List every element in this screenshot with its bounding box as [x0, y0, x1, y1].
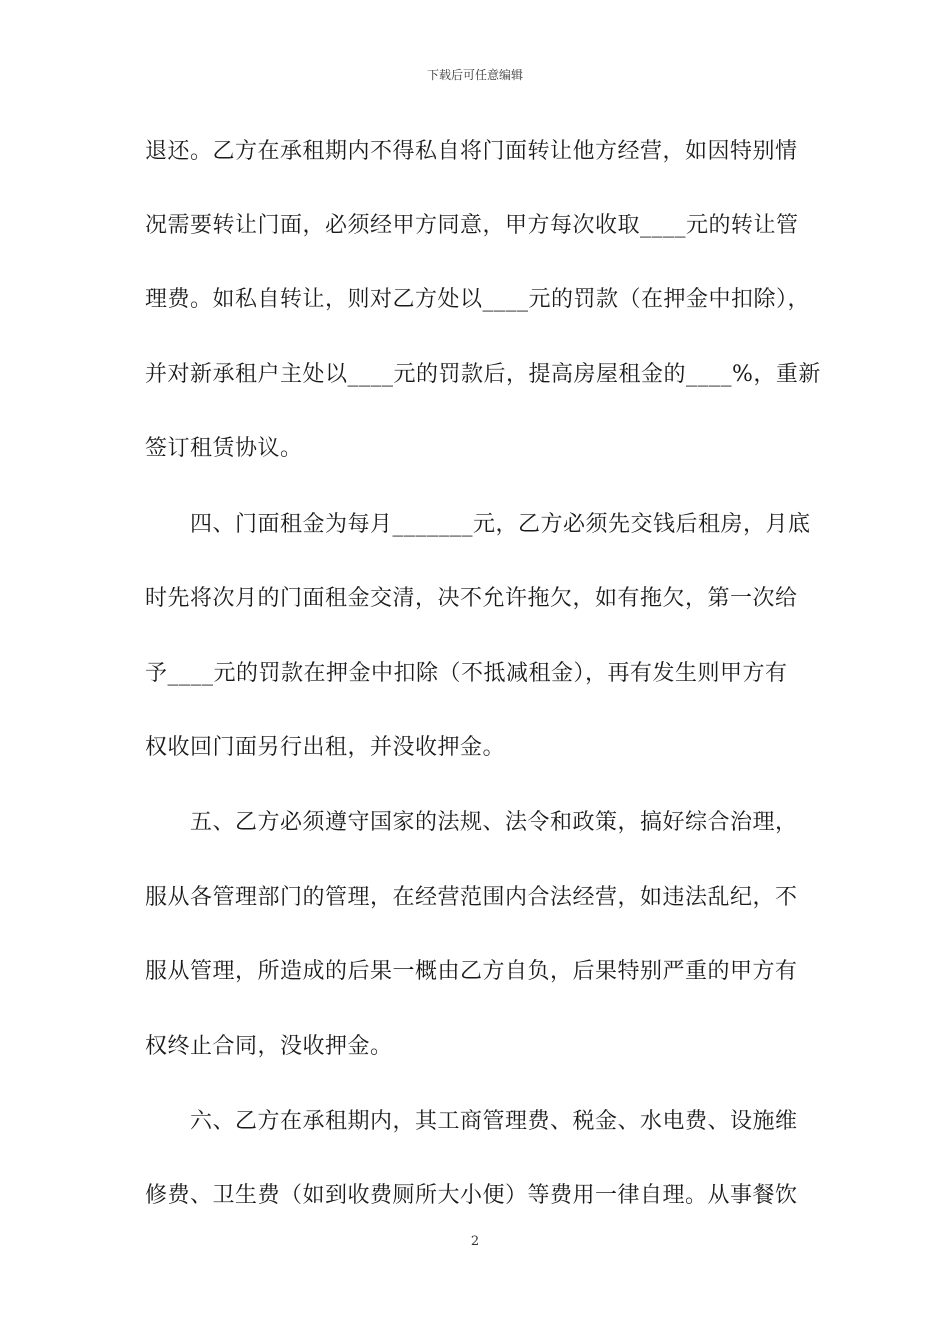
body-line: 服从各管理部门的管理，在经营范围内合法经营，如违法乱纪，不 — [145, 885, 798, 910]
body-line: 况需要转让门面，必须经甲方同意，甲方每次收取____元的转让管 — [145, 213, 799, 238]
body-line: 权收回门面另行出租，并没收押金。 — [145, 735, 506, 760]
body-line: 修费、卫生费（如到收费厕所大小便）等费用一律自理。从事餐饮 — [145, 1183, 798, 1208]
header-note: 下载后可任意编辑 — [426, 68, 523, 82]
paragraph-six-start: 六、乙方在承租期内，其工商管理费、税金、水电费、设施维 — [190, 1109, 798, 1134]
body-line: 并对新承租户主处以____元的罚款后，提高房屋租金的____%，重新 — [145, 362, 821, 387]
page-number: 2 — [470, 1234, 480, 1249]
paragraph-four-start: 四、门面租金为每月_______元，乙方必须先交钱后租房，月底 — [190, 512, 811, 537]
body-line: 签订租赁协议。 — [145, 436, 303, 461]
body-line: 时先将次月的门面租金交清，决不允许拖欠，如有拖欠，第一次给 — [145, 586, 798, 611]
body-line: 服从管理，所造成的后果一概由乙方自负，后果特别严重的甲方有 — [145, 959, 798, 984]
body-line: 理费。如私自转让，则对乙方处以____元的罚款（在押金中扣除）， — [145, 287, 811, 312]
body-line: 予____元的罚款在押金中扣除（不抵减租金），再有发生则甲方有 — [145, 661, 788, 686]
paragraph-five-start: 五、乙方必须遵守国家的法规、法令和政策，搞好综合治理， — [190, 810, 798, 835]
body-line: 权终止合同，没收押金。 — [145, 1034, 393, 1059]
body-line: 退还。乙方在承租期内不得私自将门面转让他方经营，如因特别情 — [145, 139, 798, 164]
